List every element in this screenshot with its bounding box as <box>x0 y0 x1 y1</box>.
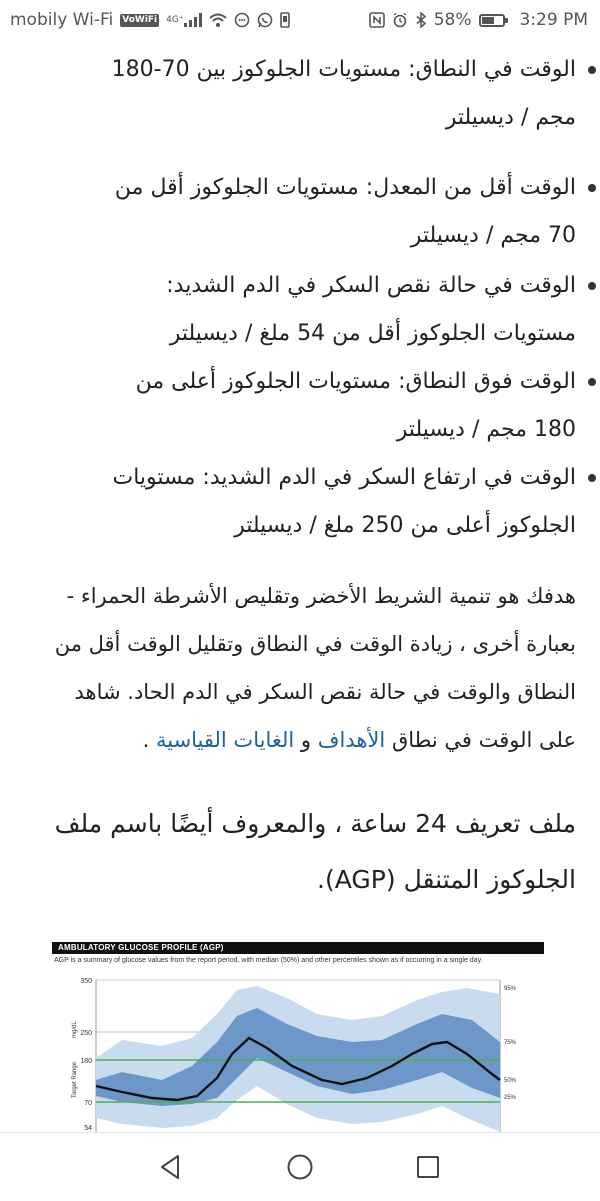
percentile-label: 50% <box>504 1078 517 1084</box>
paragraph-line: بعبارة أخرى ، زيادة الوقت في النطاق وتقليل الوقت أقل من <box>54 632 576 656</box>
bullet-dot <box>588 474 596 482</box>
agp-figure[interactable] <box>52 942 544 1132</box>
home-icon[interactable] <box>280 1147 320 1187</box>
signal-icon <box>166 13 201 27</box>
y-tick: 180 <box>80 1058 92 1065</box>
agp-description: AGP is a summary of glucose values from the report period, with median (50%) and other percentiles shown as if occurring in a single day. <box>54 957 483 964</box>
bullet-dot <box>588 378 596 386</box>
percentile-label: 95% <box>504 986 517 992</box>
battery-icon <box>479 14 505 27</box>
navigation-bar <box>0 1132 600 1201</box>
bullet-very-low <box>76 262 576 358</box>
notification-icon <box>280 12 290 28</box>
y-tick: 250 <box>80 1030 92 1037</box>
paragraph-line: هدفك هو تنمية الشريط الأخضر وتقليص الأشرطة الحمراء - <box>66 584 576 608</box>
agp-header: AMBULATORY GLUCOSE PROFILE (AGP) <box>52 942 544 954</box>
bullet-text: الجلوكوز أعلى من 250 ملغ / ديسيلتر <box>234 513 576 538</box>
volte-icon: VoWiFi <box>122 14 158 25</box>
bullet-dot <box>588 66 596 74</box>
paragraph-line: ملف تعريف 24 ساعة ، والمعروف أيضًا باسم ملف <box>54 809 576 838</box>
article-content <box>0 40 600 1132</box>
percentile-label: 75% <box>504 1040 517 1046</box>
bullet-time-above-range <box>76 358 576 454</box>
bullet-very-high <box>76 454 576 550</box>
standard-targets-link[interactable]: الغايات القياسية <box>155 728 295 752</box>
bullet-text: الوقت فوق النطاق: مستويات الجلوكوز أعلى من <box>135 369 576 394</box>
alarm-icon <box>392 12 408 28</box>
bullet-text: مجم / ديسيلتر <box>445 105 576 130</box>
status-left <box>10 10 290 30</box>
bullet-text: الوقت أقل من المعدل: مستويات الجلوكوز أقل من <box>114 175 576 200</box>
goals-link[interactable]: الأهداف <box>317 728 386 752</box>
bullet-text: 180 مجم / ديسيلتر <box>396 417 576 442</box>
clock: 3:29 PM <box>519 10 588 30</box>
y-tick: 54 <box>84 1125 92 1132</box>
conjunction: و <box>300 728 312 752</box>
paragraph-line: النطاق والوقت في حالة نقص السكر في الدم الحاد. شاهد <box>74 680 576 704</box>
percentile-label: 25% <box>504 1095 517 1101</box>
paragraph-line: الجلوكوز المتنقل (AGP). <box>317 865 576 894</box>
bullet-text: الوقت في حالة نقص السكر في الدم الشديد: <box>166 273 576 298</box>
status-bar <box>0 0 600 40</box>
goal-paragraph <box>16 572 576 764</box>
wifi-icon <box>209 13 227 27</box>
bluetooth-icon <box>415 12 427 28</box>
chat-bubble-icon <box>234 12 250 28</box>
bullet-time-below-range <box>76 164 576 260</box>
y-tick: 350 <box>80 978 92 985</box>
y-tick: 70 <box>84 1100 92 1107</box>
back-icon[interactable] <box>150 1147 190 1187</box>
agp-chart <box>52 968 544 1132</box>
bullet-text: الوقت في ارتفاع السكر في الدم الشديد: مستويات <box>112 465 576 490</box>
bullet-time-in-range <box>76 46 576 142</box>
status-right <box>369 10 588 30</box>
period: . <box>142 728 150 752</box>
whatsapp-icon <box>257 12 273 28</box>
bullet-dot <box>588 184 596 192</box>
recents-icon[interactable] <box>408 1147 448 1187</box>
carrier-label: mobily Wi-Fi <box>10 10 114 30</box>
paragraph-line: على الوقت في نطاق <box>391 728 576 752</box>
bullet-dot <box>588 282 596 290</box>
y-unit: mg/dL <box>72 1021 78 1038</box>
target-range-label: Target Range <box>72 1061 78 1098</box>
agp-paragraph <box>16 796 576 908</box>
bullet-text: 70 مجم / ديسيلتر <box>410 223 576 248</box>
network-type: 4G⁺ <box>166 15 184 25</box>
battery-percent: 58% <box>433 10 472 30</box>
bullet-text: مستويات الجلوكوز أقل من 54 ملغ / ديسيلتر <box>169 321 576 346</box>
bullet-text: الوقت في النطاق: مستويات الجلوكوز بين 70-180 <box>111 57 576 82</box>
nfc-icon <box>369 12 385 28</box>
